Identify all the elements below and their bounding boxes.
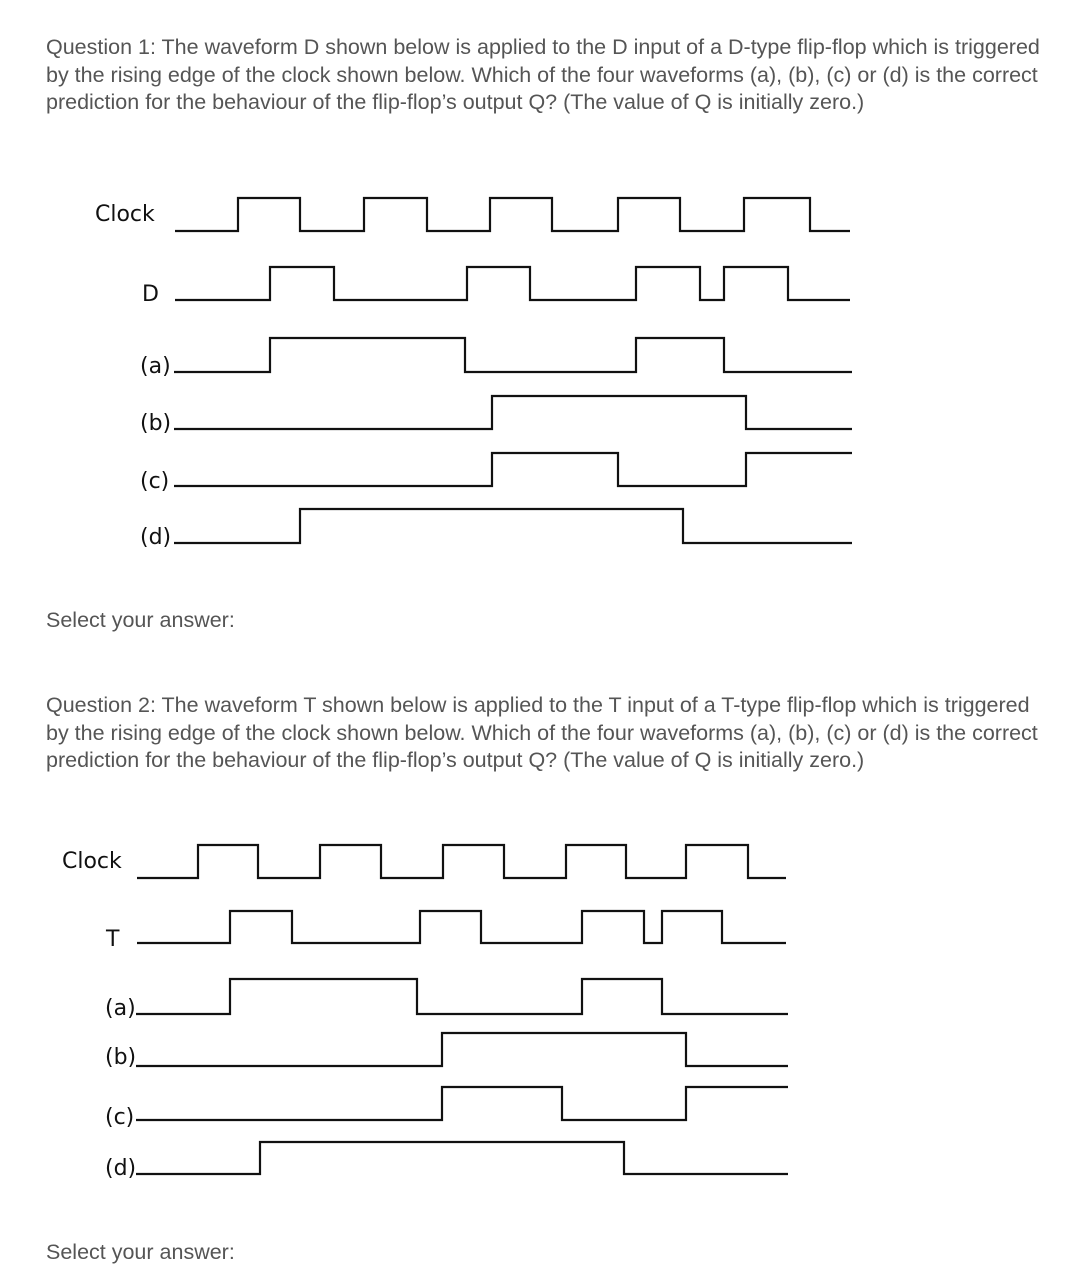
q2-a-label: (a) (105, 996, 136, 1021)
q1-a-label: (a) (140, 354, 171, 379)
q2-option-b-waveform (136, 1033, 788, 1066)
q1-d-option-label: (d) (140, 525, 172, 550)
q1-clock-label: Clock (95, 202, 155, 227)
question-1-text: Question 1: The waveform D shown below is applied to the D input of a D-type flip-flop which is triggered by the rising edge of the clock shown below. Which of the four waveforms (a), (b), (c) or (d) is the correct prediction for the behaviour of the flip-flop’s output Q? (The value of Q is initially zero.) (46, 35, 1040, 114)
q2-option-d-waveform (136, 1142, 788, 1174)
q2-clock-label: Clock (62, 849, 122, 874)
q2-t-label: T (106, 927, 120, 952)
q1-d-label: D (142, 282, 159, 307)
q2-b-label: (b) (105, 1045, 137, 1070)
q2-d-option-label: (d) (105, 1156, 137, 1181)
q1-b-label: (b) (140, 411, 172, 436)
q2-option-a-waveform (136, 979, 788, 1014)
question-2-select-label: Select your answer: (46, 1240, 235, 1264)
q2-c-label: (c) (105, 1105, 135, 1130)
question-2-text: Question 2: The waveform T shown below is applied to the T input of a T-type flip-flop which is triggered by the rising edge of the clock shown below. Which of the four waveforms (a), (b), (c) or (d) is the correct prediction for the behaviour of the flip-flop’s output Q? (The value of Q is initially zero.) (46, 693, 1038, 772)
question-1-select-label: Select your answer: (46, 608, 235, 632)
q2-clock-waveform (137, 845, 786, 878)
q1-c-label: (c) (140, 469, 170, 494)
q2-option-c-waveform (136, 1087, 788, 1120)
q2-t-waveform (137, 911, 786, 943)
